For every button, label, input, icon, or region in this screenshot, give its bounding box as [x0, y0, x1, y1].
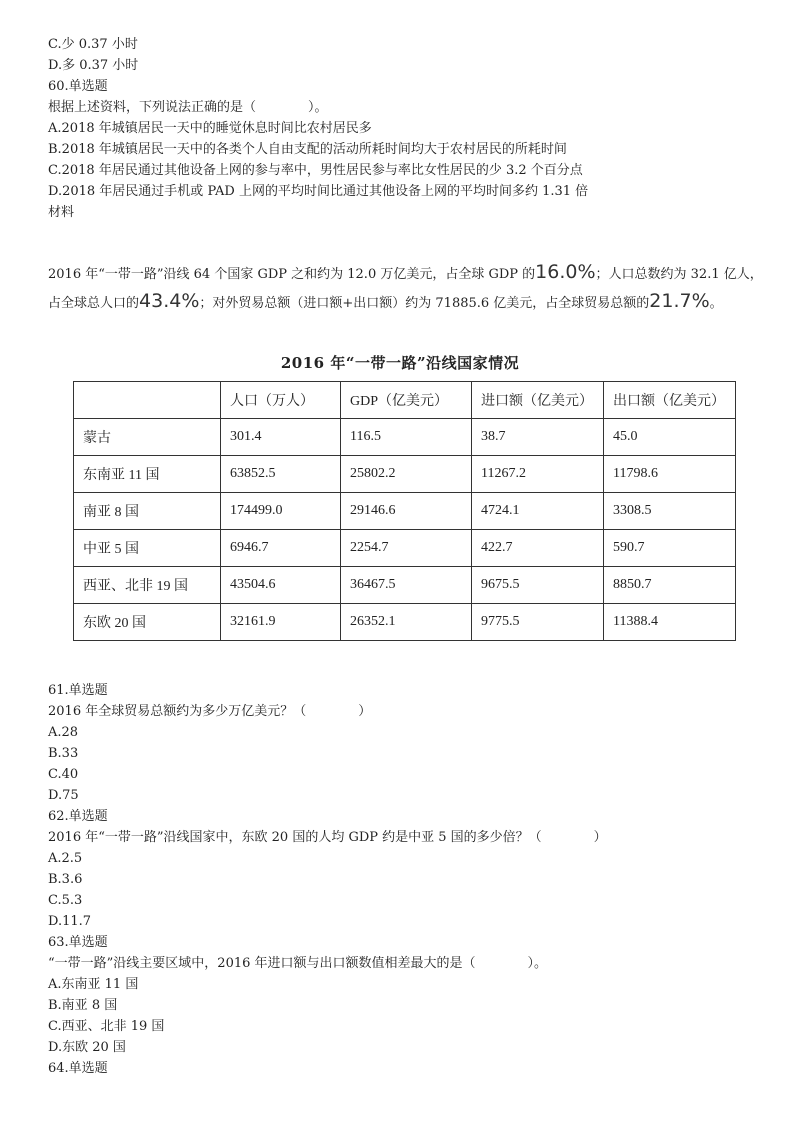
q61-header: 61.单选题	[48, 683, 108, 698]
material-text: 2016 年“一带一路”沿线 64 个国家 GDP 之和约为 12.0 万亿美元，占全球 GDP 的	[48, 267, 536, 282]
table-cell: 西亚、北非 19 国	[74, 567, 221, 604]
data-table	[73, 381, 736, 641]
q61-option-d: D.75	[48, 788, 79, 803]
material-label: 材料	[48, 205, 75, 220]
table-cell: 8850.7	[604, 567, 736, 604]
table-cell: 11267.2	[472, 456, 604, 493]
q60-option-d: D.2018 年居民通过手机或 PAD 上网的平均时间比通过其他设备上网的平均时间多约 1.31 倍	[48, 184, 589, 199]
table-cell: 29146.6	[341, 493, 472, 530]
table-cell: 11388.4	[604, 604, 736, 641]
header-cell	[74, 382, 221, 419]
material-text: 占全球总人口的	[48, 296, 140, 311]
table-cell: 43504.6	[221, 567, 341, 604]
table-cell: 26352.1	[341, 604, 472, 641]
table-cell: 36467.5	[341, 567, 472, 604]
q61-option-b: B.33	[48, 746, 79, 761]
q62-option-a: A.2.5	[48, 851, 83, 866]
prev-option-c: C.少 0.37 小时	[48, 37, 138, 52]
q63-option-b: B.南亚 8 国	[48, 998, 118, 1013]
header-cell: 出口额（亿美元）	[604, 382, 736, 419]
table-cell: 东欧 20 国	[74, 604, 221, 641]
table-row	[74, 493, 736, 530]
table-cell: 蒙古	[74, 419, 221, 456]
q62-option-d: D.11.7	[48, 914, 92, 929]
table-row	[74, 456, 736, 493]
table-cell: 9675.5	[472, 567, 604, 604]
table-cell: 南亚 8 国	[74, 493, 221, 530]
table-row	[74, 530, 736, 567]
q60-header: 60.单选题	[48, 79, 108, 94]
q63-option-a: A.东南亚 11 国	[48, 977, 139, 992]
trade-share-value: 21.7%	[649, 290, 710, 312]
table-cell: 116.5	[341, 419, 472, 456]
table-cell: 9775.5	[472, 604, 604, 641]
q64-header: 64.单选题	[48, 1061, 108, 1076]
table-cell: 4724.1	[472, 493, 604, 530]
header-cell: 进口额（亿美元）	[472, 382, 604, 419]
material-text: 。	[709, 296, 723, 311]
table-title: 2016 年“一带一路”沿线国家情况	[280, 354, 520, 372]
table-cell: 63852.5	[221, 456, 341, 493]
q62-header: 62.单选题	[48, 809, 108, 824]
table-cell: 38.7	[472, 419, 604, 456]
q60-option-a: A.2018 年城镇居民一天中的睡觉休息时间比农村居民多	[48, 121, 372, 136]
q61-option-c: C.40	[48, 767, 79, 782]
table-cell: 11798.6	[604, 456, 736, 493]
gdp-share-value: 16.0%	[535, 261, 596, 283]
table-cell: 301.4	[221, 419, 341, 456]
table-cell: 6946.7	[221, 530, 341, 567]
material-text: ；对外贸易总额（进口额+出口额）约为 71885.6 亿美元，占全球贸易总额的	[199, 296, 650, 311]
material-line-2	[48, 291, 723, 314]
table-row	[74, 419, 736, 456]
table-header-row	[74, 382, 736, 419]
population-share-value: 43.4%	[139, 290, 200, 312]
table-cell: 25802.2	[341, 456, 472, 493]
q61-stem: 2016 年全球贸易总额约为多少万亿美元？（ ）	[48, 704, 372, 719]
table-cell: 45.0	[604, 419, 736, 456]
table-cell: 422.7	[472, 530, 604, 567]
prev-option-d: D.多 0.37 小时	[48, 58, 139, 73]
table-row	[74, 567, 736, 604]
q61-option-a: A.28	[48, 725, 79, 740]
q63-header: 63.单选题	[48, 935, 108, 950]
table-cell: 2254.7	[341, 530, 472, 567]
q62-option-b: B.3.6	[48, 872, 83, 887]
q62-option-c: C.5.3	[48, 893, 83, 908]
q60-stem: 根据上述资料，下列说法正确的是（ ）。	[48, 100, 328, 115]
header-cell: GDP（亿美元）	[341, 382, 472, 419]
table-cell: 中亚 5 国	[74, 530, 221, 567]
table-cell: 东南亚 11 国	[74, 456, 221, 493]
q63-option-d: D.东欧 20 国	[48, 1040, 126, 1055]
header-cell: 人口（万人）	[221, 382, 341, 419]
q63-option-c: C.西亚、北非 19 国	[48, 1019, 165, 1034]
q62-stem: 2016 年“一带一路”沿线国家中，东欧 20 国的人均 GDP 约是中亚 5 国的多少倍？（ ）	[48, 830, 607, 845]
table-cell: 590.7	[604, 530, 736, 567]
table-cell: 3308.5	[604, 493, 736, 530]
table-cell: 174499.0	[221, 493, 341, 530]
q60-option-b: B.2018 年城镇居民一天中的各类个人自由支配的活动所耗时间均大于农村居民的所耗时间	[48, 142, 567, 157]
q60-option-c: C.2018 年居民通过其他设备上网的参与率中，男性居民参与率比女性居民的少 3.2 个百分点	[48, 163, 583, 178]
table-row	[74, 604, 736, 641]
q63-stem: “一带一路”沿线主要区域中，2016 年进口额与出口额数值相差最大的是（ ）。	[48, 956, 548, 971]
material-line-1	[48, 262, 763, 285]
table-cell: 32161.9	[221, 604, 341, 641]
material-text: ；人口总数约为 32.1 亿人，	[595, 267, 763, 282]
